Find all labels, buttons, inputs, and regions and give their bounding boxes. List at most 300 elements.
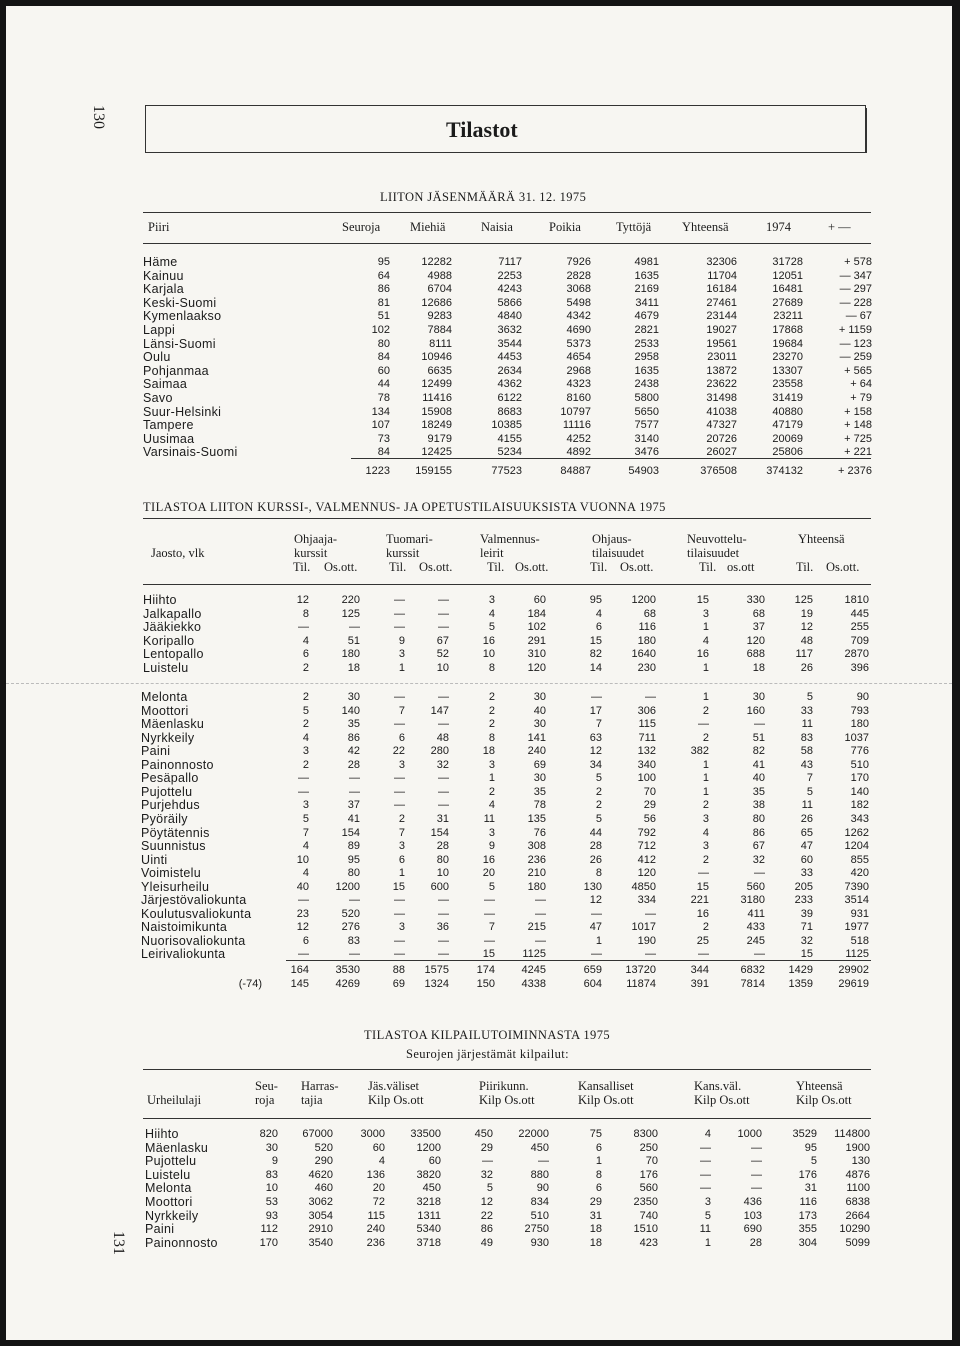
course-cell: 3	[398, 840, 405, 853]
membership-district: Tampere	[143, 418, 194, 433]
competitions-rule-header	[143, 1118, 871, 1119]
membership-col-header: Naisia	[481, 220, 513, 234]
membership-cell: 7577	[634, 419, 659, 432]
course-subcol-header: Til.	[590, 560, 608, 574]
membership-cell: 3476	[634, 446, 659, 459]
membership-cell: — 67	[845, 310, 872, 323]
competition-cell: 3000	[360, 1128, 385, 1140]
course-cell: 180	[341, 648, 360, 661]
course-cell: 245	[746, 934, 765, 947]
course-cell: 42	[347, 745, 360, 758]
course-cell: 116	[638, 621, 656, 634]
course-cell: 16	[482, 634, 495, 647]
course-cell: 3	[488, 758, 495, 771]
competition-cell: 95	[804, 1141, 817, 1154]
course-cell: —	[645, 907, 656, 920]
competition-cell: 53	[265, 1196, 278, 1208]
course-cell: —	[394, 621, 405, 634]
membership-col-header: Poikia	[549, 220, 581, 234]
course-cell: 95	[347, 853, 360, 866]
course-cell: 1	[702, 691, 709, 703]
competition-cell: 11	[699, 1223, 711, 1236]
membership-cell: 16184	[706, 283, 737, 296]
competition-cell: 67000	[302, 1128, 333, 1140]
course-section-name: Jääkiekko	[143, 620, 202, 635]
course-subcol-header: Os.ott.	[620, 560, 654, 574]
membership-cell: 86	[377, 283, 390, 296]
course-cell: 2	[702, 921, 709, 934]
competition-col-header: Seu-	[255, 1079, 278, 1093]
course-section-name: Jalkapallo	[143, 606, 202, 621]
course-cell: 2	[702, 704, 709, 717]
competition-cell: 33500	[410, 1128, 441, 1140]
membership-district: Pohjanmaa	[143, 363, 209, 378]
course-cell: 180	[850, 718, 869, 731]
course-cell: 2	[488, 785, 495, 798]
membership-col-header: Yhteensä	[682, 220, 729, 234]
membership-district: Karjala	[143, 282, 185, 297]
course-cell: 40	[752, 772, 765, 785]
course-cell: 28	[436, 840, 449, 853]
course-cell: 12	[296, 921, 309, 934]
course-cell: 15	[696, 880, 709, 893]
competition-cell: 29	[480, 1141, 493, 1154]
membership-cell: 19027	[706, 324, 737, 336]
page-title: Tilastot	[446, 117, 518, 142]
competition-col-subheader: Kilp Os.ott	[578, 1093, 634, 1107]
course-cell: 230	[637, 662, 656, 674]
membership-cell: 7117	[498, 256, 522, 268]
membership-cell: 5498	[566, 296, 591, 309]
course-cell: —	[349, 948, 360, 961]
membership-cell: 16481	[772, 283, 803, 296]
course-cell: 1	[398, 867, 405, 880]
membership-district: Saimaa	[143, 377, 188, 392]
course-total-cell: 1575	[424, 964, 449, 976]
course-cell: 120	[527, 662, 546, 674]
course-cell: 711	[638, 731, 656, 744]
membership-cell: 12282	[421, 256, 452, 268]
course-cell: 83	[347, 934, 360, 947]
membership-cell: 3140	[634, 432, 659, 445]
course-cell: 10	[436, 662, 449, 674]
membership-cell: 18249	[421, 419, 452, 432]
course-cell: 15	[589, 634, 602, 647]
course-subcol-header: Os.ott.	[419, 560, 453, 574]
course-section-name: Yleisurheilu	[141, 879, 210, 894]
competition-cell: 112	[260, 1223, 278, 1236]
competition-col-header: Harras-	[301, 1079, 339, 1093]
course-subcol-header: Til.	[487, 560, 505, 574]
competition-cell: —	[538, 1155, 549, 1168]
course-cell: 26	[800, 662, 813, 674]
competition-sport: Nyrkkeily	[145, 1208, 199, 1223]
course-cell: 19	[800, 607, 813, 620]
course-total-cell: 4245	[521, 964, 546, 976]
course-total-cell: 6832	[740, 964, 765, 976]
course-cell: 396	[850, 662, 869, 674]
course-cell: 132	[637, 745, 656, 758]
course-cell: —	[438, 594, 449, 606]
course-cell: 140	[850, 785, 869, 798]
competition-cell: 834	[530, 1196, 549, 1208]
course-cell: 9	[488, 840, 495, 853]
membership-cell: + 79	[850, 392, 872, 404]
course-cell: 33	[800, 867, 813, 880]
membership-cell: 13307	[772, 364, 803, 377]
course-cell: 5	[302, 704, 309, 717]
membership-cell: — 347	[839, 269, 872, 282]
course-cell: 855	[850, 853, 869, 866]
course-cell: 2	[595, 785, 602, 798]
membership-cell: 80	[377, 337, 390, 350]
membership-cell: 13872	[706, 364, 737, 377]
course-cell: 280	[430, 745, 449, 758]
competition-cell: 2350	[633, 1196, 658, 1208]
membership-total-cell: + 2376	[838, 465, 872, 477]
membership-cell: 27689	[772, 296, 803, 309]
membership-total-cell: 374132	[766, 465, 803, 477]
membership-col-header: + —	[828, 220, 851, 234]
course-section-name: Koripallo	[143, 633, 195, 648]
course-section-name: Luistelu	[143, 661, 189, 675]
course-cell: 48	[800, 634, 813, 647]
course-subcol-header: Os.ott.	[826, 560, 860, 574]
course-cell: —	[438, 785, 449, 798]
course-cell: —	[645, 948, 656, 961]
course-cell: 4	[302, 840, 309, 853]
membership-cell: 4243	[497, 283, 522, 296]
course-cell: 30	[533, 718, 546, 731]
course-cell: —	[349, 785, 360, 798]
course-cell: 32	[800, 934, 813, 947]
competition-cell: —	[482, 1155, 493, 1168]
course-cell: —	[349, 621, 360, 634]
course-cell: —	[438, 907, 449, 920]
membership-cell: 6704	[427, 283, 452, 296]
membership-cell: 9283	[427, 310, 452, 323]
competition-col-header: Kansalliset	[578, 1079, 634, 1093]
course-cell: 56	[643, 812, 656, 825]
course-cell: —	[645, 691, 656, 703]
course-cell: 30	[533, 691, 546, 703]
course-cell: —	[438, 948, 449, 961]
competition-cell: 93	[265, 1209, 278, 1222]
course-cell: 8	[488, 662, 495, 674]
course-subcol-header: Os.ott.	[515, 560, 549, 574]
competition-cell: 510	[530, 1209, 549, 1222]
membership-cell: 12051	[772, 269, 803, 282]
course-section-name: Melonta	[141, 690, 188, 704]
competitions-rule-top	[143, 1069, 871, 1070]
competition-col-subheader: Kilp Os.ott	[796, 1093, 852, 1107]
course-cell: 140	[341, 704, 360, 717]
membership-cell: 23211	[773, 310, 803, 323]
membership-cell: 5650	[634, 405, 659, 418]
membership-cell: 107	[371, 419, 390, 432]
course-cell: —	[484, 907, 495, 920]
course-cell: 40	[296, 880, 309, 893]
course-cell: 7	[806, 772, 813, 785]
competition-cell: 1200	[416, 1141, 441, 1154]
competition-cell: 60	[428, 1155, 441, 1168]
course-cell: 4	[595, 607, 602, 620]
course-cell: 792	[637, 826, 656, 839]
course-cell: 38	[752, 799, 765, 812]
membership-cell: 20069	[772, 432, 803, 445]
membership-cell: 8111	[429, 337, 452, 350]
competition-sport: Moottori	[145, 1195, 193, 1209]
membership-cell: 9179	[427, 432, 452, 445]
course-cell: 35	[533, 785, 546, 798]
membership-cell: + 158	[844, 405, 872, 418]
competition-cell: 8	[595, 1168, 602, 1181]
course-cell: 16	[696, 648, 709, 661]
membership-cell: 1635	[634, 364, 659, 377]
membership-cell: 3411	[635, 296, 659, 309]
course-cell: 4850	[631, 880, 656, 893]
course-cell: 26	[800, 812, 813, 825]
course-cell: 32	[752, 853, 765, 866]
membership-cell: 19684	[772, 337, 803, 350]
course-cell: 6	[398, 853, 405, 866]
course-cell: —	[698, 867, 709, 880]
course-cell: 47	[589, 921, 602, 934]
course-group-header: Tuomari-	[386, 532, 433, 546]
course-cell: 52	[436, 648, 449, 661]
membership-cell: 31498	[706, 392, 737, 404]
course-section-name: Pöytätennis	[141, 825, 210, 840]
course-cell: 712	[637, 840, 656, 853]
membership-cell: 8160	[566, 392, 591, 404]
courses-heading: TILASTOA LIITON KURSSI-, VALMENNUS- JA OPETUSTILAISUUKSISTA VUONNA 1975	[143, 500, 666, 514]
membership-cell: 12686	[421, 296, 452, 309]
course-cell: 3	[398, 758, 405, 771]
membership-cell: 7884	[427, 324, 452, 336]
competition-cell: 3218	[416, 1196, 441, 1208]
membership-cell: 4679	[634, 310, 659, 323]
course-cell: 793	[850, 704, 869, 717]
competition-cell: 4	[378, 1155, 385, 1168]
course-total-cell: 174	[476, 964, 495, 976]
course-cell: 4	[702, 634, 709, 647]
course-cell: 130	[583, 880, 602, 893]
membership-cell: 4654	[566, 351, 591, 364]
course-cell: 2	[302, 691, 309, 703]
course-cell: —	[484, 934, 495, 947]
competition-cell: 250	[639, 1141, 658, 1154]
course-section-name: Leirivaliokunta	[141, 947, 226, 962]
course-cell: 1	[398, 662, 405, 674]
course-cell: 120	[746, 634, 765, 647]
membership-cell: 11416	[422, 392, 452, 404]
course-cell: 4	[702, 826, 709, 839]
membership-cell: 11116	[562, 419, 591, 432]
course-cell: 10	[296, 853, 309, 866]
course-total-cell: 69	[392, 978, 405, 990]
competition-cell: 1100	[846, 1182, 870, 1195]
course-cell: —	[754, 718, 765, 731]
membership-cell: + 565	[844, 364, 872, 377]
membership-cell: 47327	[706, 419, 737, 432]
course-section-name: Painonnosto	[141, 757, 214, 772]
competition-col-subheader: tajia	[301, 1093, 323, 1107]
course-cell: 33	[800, 704, 813, 717]
competition-col-header: Piirikunn.	[479, 1079, 529, 1093]
course-cell: 5	[488, 621, 495, 634]
course-cell: 60	[533, 594, 546, 606]
membership-cell: — 297	[839, 283, 872, 296]
competition-cell: 86	[480, 1223, 493, 1236]
competition-cell: 8300	[633, 1128, 658, 1140]
course-cell: —	[394, 907, 405, 920]
membership-rule-top	[143, 212, 871, 213]
competition-cell: 930	[530, 1236, 549, 1249]
course-cell: 3	[302, 745, 309, 758]
course-cell: 7390	[844, 880, 869, 893]
course-cell: 3	[702, 607, 709, 620]
course-cell: 433	[746, 921, 765, 934]
course-cell: 1	[702, 772, 709, 785]
course-cell: 4	[488, 607, 495, 620]
membership-cell: 4840	[497, 310, 522, 323]
course-cell: 5	[595, 812, 602, 825]
competition-cell: 115	[367, 1209, 385, 1222]
competition-cell: 460	[314, 1182, 333, 1195]
course-cell: 35	[347, 718, 360, 731]
course-cell: 28	[589, 840, 602, 853]
course-cell: 51	[752, 731, 765, 744]
competition-col-subheader: roja	[255, 1093, 275, 1107]
membership-cell: 1635	[634, 269, 659, 282]
course-cell: 510	[850, 758, 869, 771]
course-cell: 76	[533, 826, 546, 839]
membership-cell: 60	[377, 364, 390, 377]
competition-cell: 176	[798, 1168, 817, 1181]
course-cell: 308	[527, 840, 546, 853]
course-cell: 82	[752, 745, 765, 758]
course-cell: 6	[302, 648, 309, 661]
competition-cell: 236	[366, 1236, 385, 1249]
membership-cell: 102	[371, 324, 390, 336]
competition-cell: 10290	[839, 1223, 870, 1236]
course-cell: —	[298, 894, 309, 907]
membership-cell: 23558	[772, 378, 803, 391]
course-cell: 340	[637, 758, 656, 771]
competition-cell: 22	[480, 1209, 493, 1222]
course-cell: —	[438, 799, 449, 812]
course-cell: 1	[702, 758, 709, 771]
membership-district: Kymenlaakso	[143, 309, 222, 324]
membership-total-cell: 1223	[365, 465, 390, 477]
course-total-cell: 659	[583, 964, 602, 976]
course-cell: 154	[430, 826, 449, 839]
competition-cell: 32	[480, 1168, 493, 1181]
competition-cell: 240	[366, 1223, 385, 1236]
course-cell: 10	[482, 648, 495, 661]
membership-cell: + 725	[844, 432, 872, 445]
competition-cell: 304	[798, 1236, 817, 1249]
competition-cell: 5	[810, 1155, 817, 1168]
course-cell: 170	[850, 772, 869, 785]
course-cell: 15	[696, 594, 709, 606]
membership-cell: 6635	[427, 364, 452, 377]
course-cell: 11	[801, 718, 813, 731]
membership-district: Oulu	[143, 350, 171, 365]
membership-district: Uusimaa	[143, 431, 195, 446]
course-cell: 70	[643, 785, 656, 798]
course-cell: 3	[702, 840, 709, 853]
course-cell: 343	[850, 812, 869, 825]
competition-col-subheader: Kilp Os.ott	[479, 1093, 535, 1107]
course-total-cell: 164	[290, 964, 309, 976]
course-group-header: Neuvottelu-	[687, 532, 747, 546]
course-cell: 125	[341, 607, 360, 620]
course-cell: 4	[302, 634, 309, 647]
course-cell: 412	[637, 853, 656, 866]
membership-district: Savo	[143, 391, 173, 405]
membership-col-header: Seuroja	[342, 220, 381, 234]
course-cell: 1	[702, 662, 709, 674]
page-number-top: 130	[90, 105, 107, 129]
course-cell: 7	[488, 921, 495, 934]
competition-cell: 83	[265, 1168, 278, 1181]
membership-cell: 25806	[772, 446, 803, 459]
course-cell: 2	[702, 731, 709, 744]
membership-district: Kainuu	[143, 268, 184, 283]
course-cell: 3	[302, 799, 309, 812]
competition-sport: Painonnosto	[145, 1235, 218, 1250]
competition-cell: 75	[589, 1128, 602, 1140]
course-cell: 600	[430, 880, 449, 893]
course-cell: 190	[637, 934, 656, 947]
competition-cell: 880	[530, 1168, 549, 1181]
competition-cell: 72	[372, 1196, 385, 1208]
membership-cell: 4892	[566, 446, 591, 459]
course-cell: 95	[589, 594, 602, 606]
course-cell: 15	[800, 948, 813, 961]
course-cell: —	[349, 894, 360, 907]
course-cell: 420	[850, 867, 869, 880]
course-cell: 25	[696, 934, 709, 947]
course-section-name: Voimistelu	[141, 866, 201, 881]
competition-cell: 6	[595, 1182, 602, 1195]
course-cell: 4	[302, 731, 309, 744]
course-total-cell: 4338	[521, 978, 546, 990]
competition-col-subheader: Kilp Os.ott	[694, 1093, 750, 1107]
course-total-cell: 11874	[626, 978, 656, 990]
competition-cell: 22000	[518, 1128, 549, 1140]
course-cell: 32	[436, 758, 449, 771]
course-cell: 30	[347, 691, 360, 703]
course-cell: 160	[746, 704, 765, 717]
course-subcol-header: os.ott	[727, 560, 755, 574]
course-cell: —	[394, 934, 405, 947]
membership-cell: 2828	[566, 269, 591, 282]
course-cell: 29	[643, 799, 656, 812]
course-cell: 6	[302, 934, 309, 947]
membership-cell: 8683	[497, 405, 522, 418]
course-cell: 125	[794, 594, 813, 606]
competition-cell: 450	[474, 1128, 493, 1140]
competition-col-header: Jäs.väliset	[368, 1079, 420, 1093]
course-cell: —	[438, 772, 449, 785]
course-cell: —	[698, 718, 709, 731]
course-cell: 2	[488, 691, 495, 703]
course-cell: 80	[347, 867, 360, 880]
page-number-bottom: 131	[110, 1231, 127, 1255]
membership-cell: 44	[377, 378, 390, 391]
